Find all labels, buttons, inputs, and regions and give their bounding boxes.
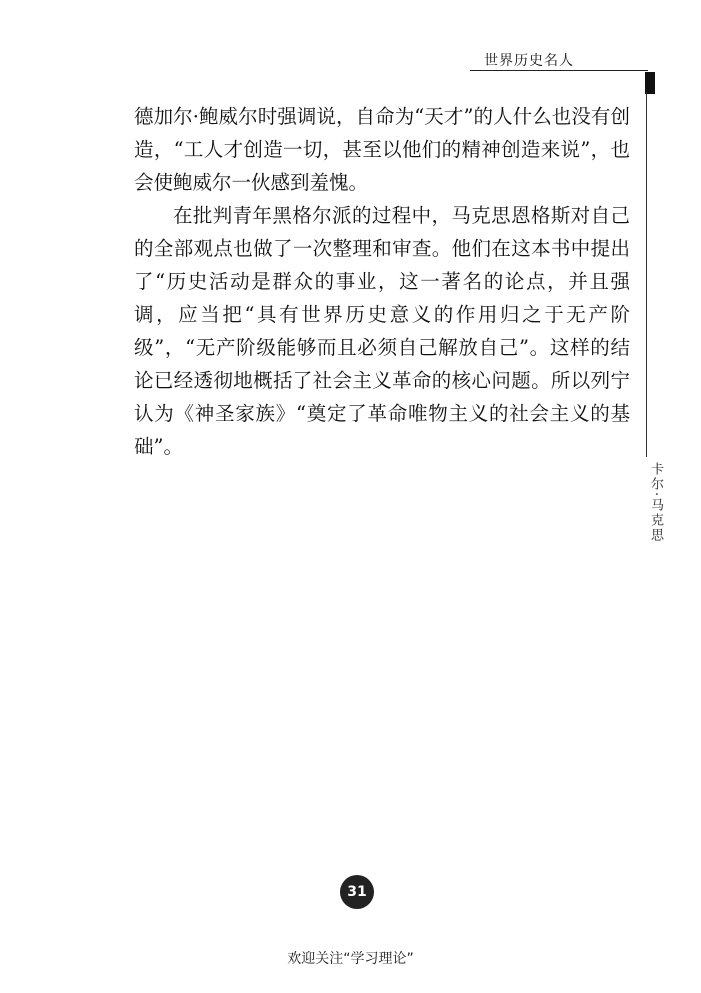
body-text <box>134 100 630 463</box>
paragraph-1: 德加尔·鲍威尔时强调说，自命为“天才”的人什么也没有创造，“工人才创造一切，甚至以他们的精神创造来说”，也会使鲍威尔一伙感到羞愧。 <box>134 105 630 194</box>
page-number: 31 <box>340 875 374 909</box>
chapter-side-label: 卡尔·马克思 <box>648 462 663 544</box>
series-title: 世界历史名人 <box>484 53 574 69</box>
paragraph-2: 在批判青年黑格尔派的过程中，马克思恩格斯对自己的全部观点也做了一次整理和审查。他们在这本书中提出了“历史活动是群众的事业，这一著名的论点，并且强调，应当把“具有世界历史意义的作用归之于无产阶级”，“无产阶级能够而且必须自己解放自己”。这样的结论已经透彻地概括了社会主义革命的核心问题。所以列宁认为《神圣家族》“奠定了革命唯物主义的社会主义的基础”。 <box>134 204 630 458</box>
side-rule <box>646 92 647 457</box>
footer-note: 欢迎关注“学习理论” <box>287 951 414 967</box>
running-header <box>470 50 648 72</box>
chapter-side-tab <box>640 462 670 546</box>
header-rule <box>470 70 648 71</box>
corner-marker <box>645 72 655 94</box>
